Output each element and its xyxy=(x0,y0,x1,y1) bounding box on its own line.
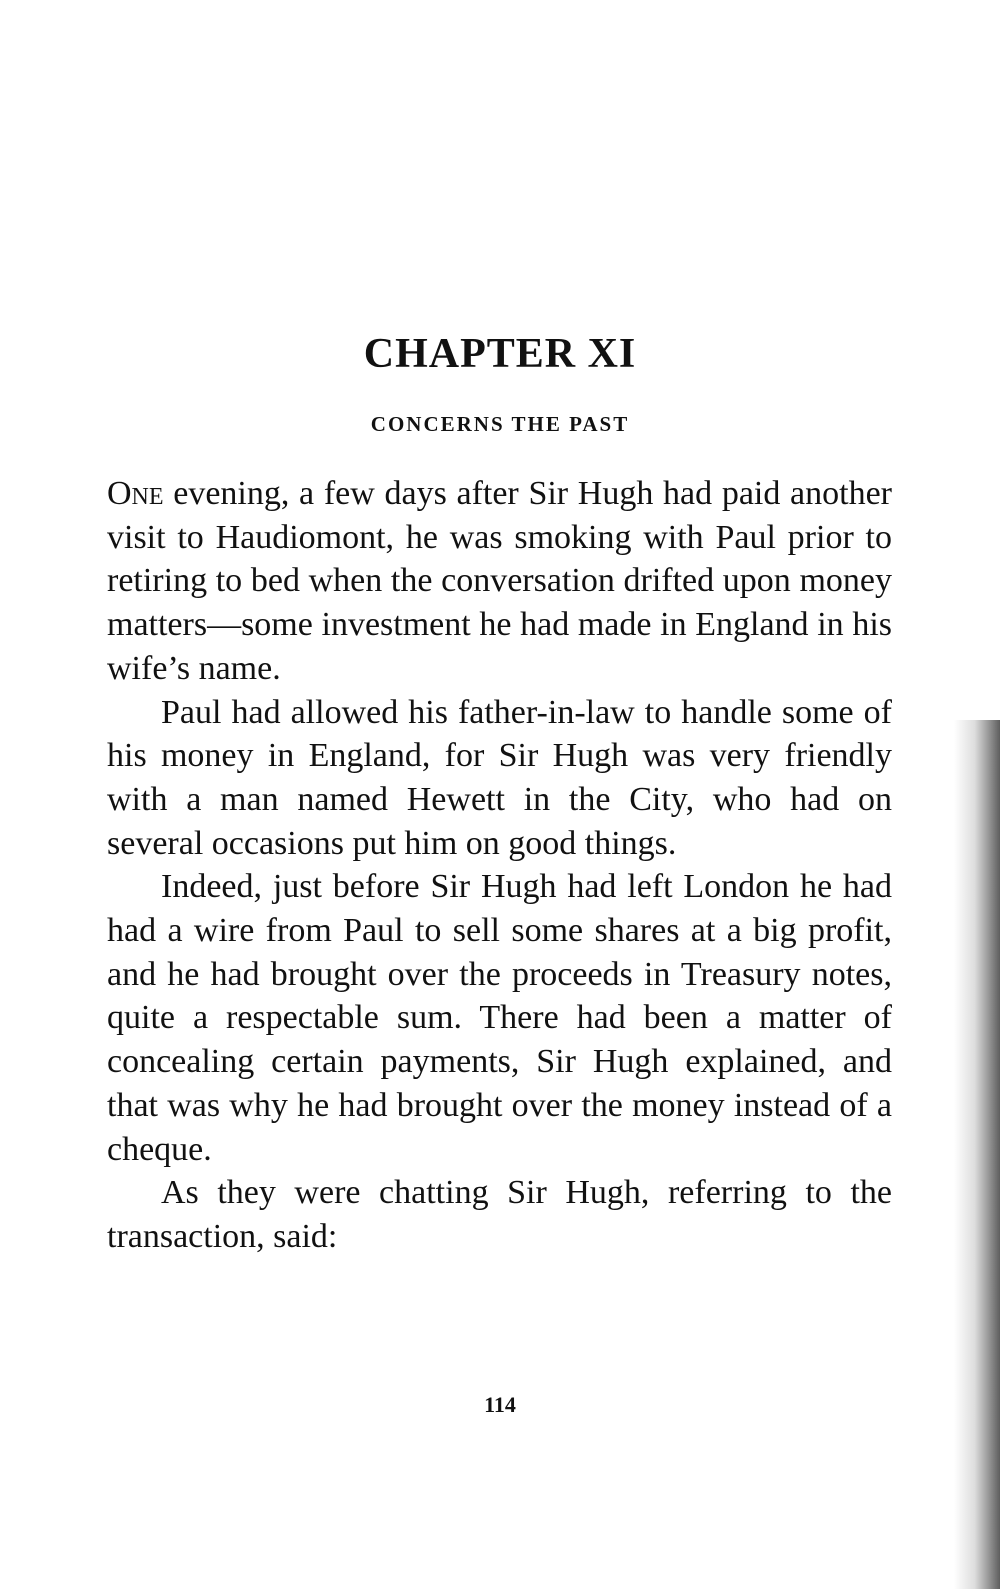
paragraph-1-text: evening, a few days after Sir Hugh had paid another visit to Haudiomont, he was smoking with Paul prior to retiring to bed when the conversation drifted upon money matters—some investment he had made in England in his wife’s name. xyxy=(107,475,892,687)
chapter-subtitle: CONCERNS THE PAST xyxy=(370,412,630,436)
chapter-body xyxy=(107,472,892,1259)
paragraph-2: Paul had allowed his father-in-law to handle some of his money in England, for Sir Hugh was very friendly with a man named Hewett in the City, who had on several occasions put him on good things. xyxy=(107,693,892,862)
chapter-title: CHAPTER XI xyxy=(363,331,637,377)
page-number: 114 xyxy=(484,1392,516,1417)
paragraph-lead-word: One xyxy=(107,475,164,512)
paragraph-3: Indeed, just before Sir Hugh had left London he had had a wire from Paul to sell some shares at a big profit, and he had brought over the proceeds in Treasury notes, quite a respectable sum. There had been a matter of concealing certain payments, Sir Hugh explained, and that was why he had brought over the money instead of a cheque. xyxy=(107,868,892,1168)
page-edge-shadow xyxy=(954,720,1000,1589)
paragraph-4: As they were chatting Sir Hugh, referring to the transaction, said: xyxy=(107,1174,892,1255)
paragraph-1 xyxy=(107,472,892,691)
